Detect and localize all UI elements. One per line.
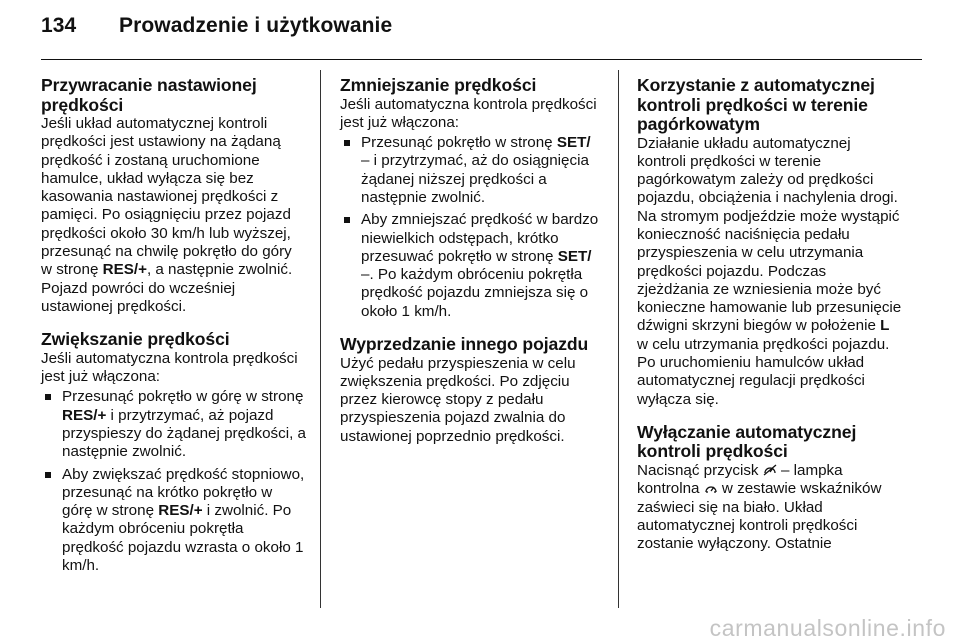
gear-position-label: L bbox=[880, 317, 890, 335]
section-heading: Wyłączanie automatycznej kontroli prędkości bbox=[637, 421, 857, 462]
text-run: –. Po każdym obróceniu pokrętła prędkość pojazdu zmniejsza się o około 1 km/h. bbox=[361, 266, 589, 320]
cruise-cancel-icon bbox=[763, 464, 777, 476]
column-divider-1 bbox=[320, 70, 321, 608]
column-divider-2 bbox=[618, 70, 619, 608]
list-item bbox=[340, 211, 605, 321]
text-run: i zwolnić. Po każdym obróceniu pokrętła prędkość pojazdu wzrasta o około 1 km/h. bbox=[62, 502, 304, 575]
text-run: – i przytrzymać, aż do osiągnięcia żądanej niższej prędkości a następnie zwolnić. bbox=[361, 152, 589, 206]
watermark-link[interactable]: carmanualsonline.info bbox=[709, 615, 946, 641]
section-heading: Zmniejszanie prędkości bbox=[340, 75, 537, 95]
page-number: 134 bbox=[41, 14, 77, 37]
column-2 bbox=[340, 76, 605, 460]
list-item bbox=[41, 466, 306, 576]
section-increase-speed bbox=[41, 330, 306, 575]
text-run: Jeśli układ automatycznej kontroli prędkości jest ustawiony na żądaną prędkość i zostaną uruchomione hamulce, układ wyłącza się bez kasowania nastawionej prędkości z pamięci. Po osiągnięciu przez pojazd prędkości około 30 km/h lub wyższej, przesunąć na chwilę pokrętło do góry w stronę bbox=[41, 115, 292, 279]
text-run: w celu utrzymania prędkości pojazdu. Po uruchomieniu hamulców układ automatycznej regulacji prędkości wyłącza się. bbox=[637, 335, 890, 408]
section-text bbox=[41, 115, 306, 316]
section-text bbox=[637, 462, 902, 553]
control-label: SET/ bbox=[557, 247, 592, 265]
control-label: RES/+ bbox=[158, 502, 203, 520]
section-text bbox=[637, 135, 902, 409]
header-rule bbox=[41, 59, 922, 60]
section-heading: Wyprzedzanie innego pojazdu bbox=[340, 334, 589, 355]
bullet-list bbox=[41, 388, 306, 575]
section-heading: Zwiększanie prędkości bbox=[41, 329, 230, 350]
text-run: Przesunąć pokrętło w stronę bbox=[361, 134, 557, 152]
section-switch-off bbox=[637, 423, 902, 553]
section-heading: Przywracanie nastawionej prędkości bbox=[41, 75, 257, 115]
text-run: Aby zmniejszać prędkość w bardzo niewielkich odstępach, krótko przesuwać pokrętło w stronę bbox=[361, 211, 599, 265]
section-resume-speed bbox=[41, 76, 306, 316]
section-heading: Korzystanie z automatycznej kontroli prędkości w terenie pagórkowatym bbox=[637, 75, 875, 134]
cruise-control-lamp-icon bbox=[704, 482, 718, 494]
section-intro: Jeśli automatyczna kontrola prędkości jest już włączona: bbox=[340, 95, 597, 131]
text-run: Przesunąć pokrętło w górę w stronę bbox=[62, 388, 304, 406]
bullet-list bbox=[340, 134, 605, 321]
list-item bbox=[41, 388, 306, 461]
text-run: i przytrzymać, aż pojazd przyspieszy do żądanej prędkości, a następnie zwolnić. bbox=[62, 406, 306, 461]
text-run: Działanie układu automatycznej kontroli prędkości w terenie pagórkowatym zależy od prędkości pojazdu, obciążenia i nachylenia drogi. Na stromym podjeździe może wystąpić konieczność naciśnięcia pedału przyspieszenia w celu utrzymania prędkości pojazdu. Podczas zjeżdżania ze wzniesienia może być konieczne hamowanie lub przesunięcie dźwigni skrzyni biegów w położenie bbox=[637, 134, 902, 335]
control-label: RES/+ bbox=[102, 261, 147, 279]
control-label: RES/+ bbox=[62, 406, 107, 424]
text-run: Nacisnąć przycisk bbox=[637, 461, 763, 479]
column-3 bbox=[637, 76, 902, 567]
text-run: – lampka kontrolna bbox=[637, 461, 843, 498]
section-decrease-speed bbox=[340, 76, 605, 321]
text-run: , a następnie zwolnić. Pojazd powróci do wcześniej ustawionej prędkości. bbox=[41, 261, 293, 315]
column-1 bbox=[41, 76, 306, 589]
control-label: SET/ bbox=[556, 134, 591, 152]
section-intro: Jeśli automatyczna kontrola prędkości jest już włączona: bbox=[41, 349, 298, 386]
text-run: w zestawie wskaźników zaświeci się na biało. Układ automatycznej kontroli prędkości zostanie wyłączony. Ostatnie bbox=[637, 480, 882, 553]
section-overtaking bbox=[340, 335, 605, 446]
section-text: Użyć pedału przyspieszenia w celu zwiększenia prędkości. Po zdjęciu przez kierowcę stopy z pedału przyspieszenia pojazd zwalnia do ustawionej poprzednio prędkości. bbox=[340, 354, 576, 445]
section-hilly-terrain bbox=[637, 76, 902, 409]
list-item bbox=[340, 134, 605, 207]
page-title: Prowadzenie i użytkowanie bbox=[119, 14, 393, 37]
page-header bbox=[41, 14, 392, 44]
text-run: Aby zwiększać prędkość stopniowo, przesunąć na krótko pokrętło w górę w stronę bbox=[62, 465, 305, 520]
